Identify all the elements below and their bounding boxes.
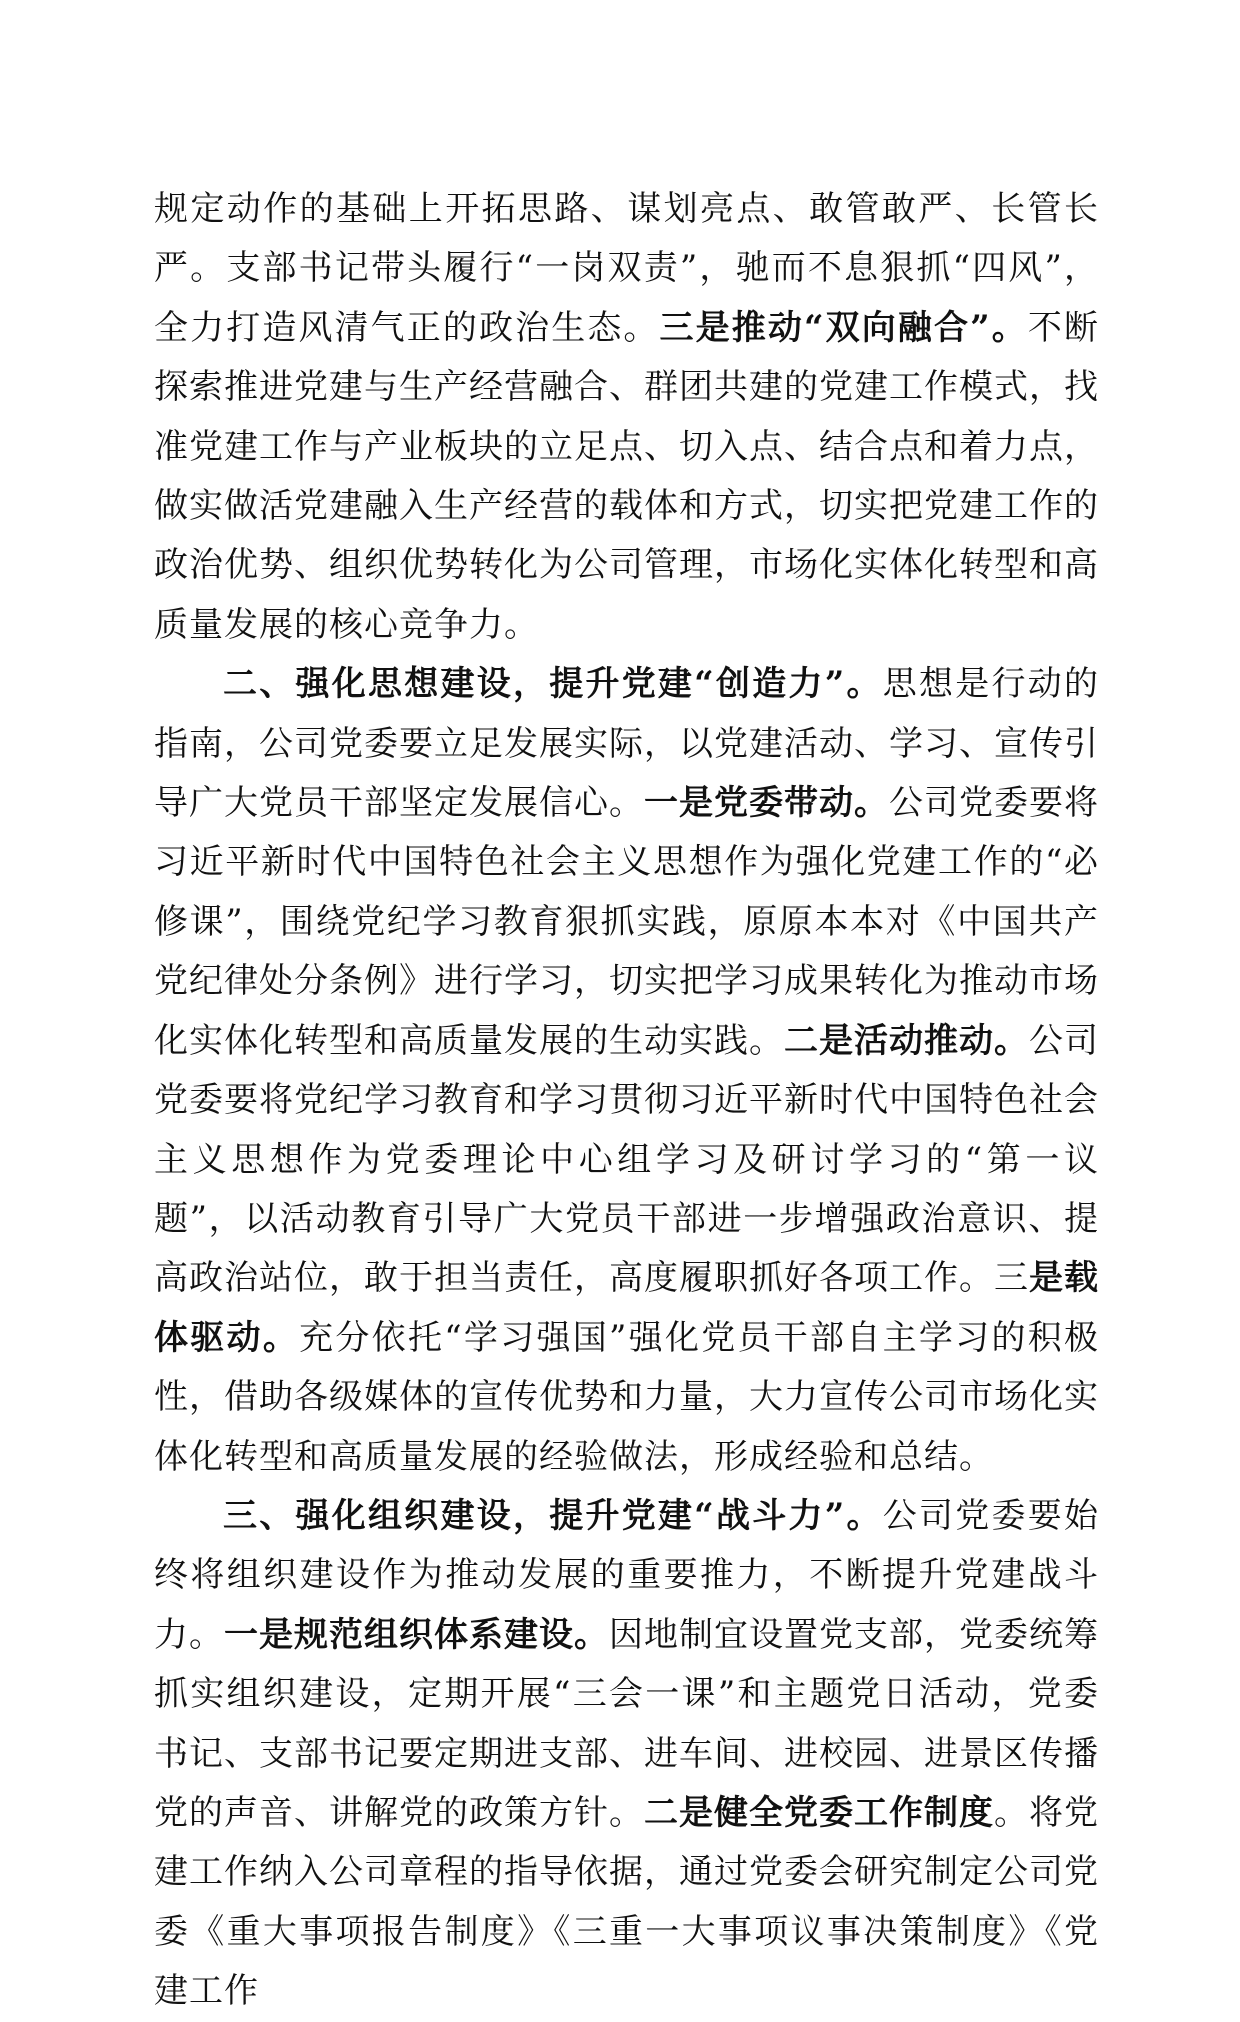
bold-text-run: 一是规范组织体系建设。 [224, 1614, 609, 1655]
section-heading: 二、强化思想建设，提升党建“创造力”。 [223, 664, 883, 705]
bold-text-run: 是载体驱动。 [154, 1258, 1099, 1358]
bold-text-run: 一是党委带动。 [644, 783, 889, 824]
bold-text-run: 二是健全党委工作制度 [644, 1792, 994, 1833]
paragraph-3 [154, 1487, 1099, 2022]
text-run: 公司党委要始终将组织建设作为推动发展的重要推力，不断提升党建战斗力。 [154, 1495, 1099, 1655]
text-run: 公司党委要将党纪学习教育和学习贯彻习近平新时代中国特色社会主义思想作为党委理论中心组学习及研讨学习的“第一议题”，以活动教育引导广大党员干部进一步增强政治意识、提高政治站位，敢于担当责任，高度履职抓好各项工作。三 [154, 1020, 1099, 1299]
section-heading: 三、强化组织建设，提升党建“战斗力”。 [223, 1495, 883, 1536]
bold-text-run: 二是活动推动。 [784, 1020, 1029, 1061]
paragraph-2 [154, 655, 1099, 1487]
text-run: 公司党委要将习近平新时代中国特色社会主义思想作为强化党建工作的“必修课”，围绕党纪学习教育狠抓实践，原原本本对《中国共产党纪律处分条例》进行学习，切实把学习成果转化为推动市场化实体化转型和高质量发展的生动实践。 [154, 783, 1099, 1061]
text-run: 不断探索推进党建与生产经营融合、群团共建的党建工作模式，找准党建工作与产业板块的立足点、切入点、结合点和着力点，做实做活党建融入生产经营的载体和方式，切实把党建工作的政治优势、组织优势转化为公司管理，市场化实体化转型和高质量发展的核心竞争力。 [154, 307, 1100, 645]
text-run: 思想是行动的指南，公司党委要立足发展实际，以党建活动、学习、宣传引导广大党员干部坚定发展信心。 [154, 664, 1099, 824]
text-run: 充分依托“学习强国”强化党员干部自主学习的积极性，借助各级媒体的宣传优势和力量，大力宣传公司市场化实体化转型和高质量发展的经验做法，形成经验和总结。 [154, 1317, 1100, 1477]
paragraph-1 [154, 180, 1099, 655]
text-run: 。将党建工作纳入公司章程的指导依据，通过党委会研究制定公司党委《重大事项报告制度》《三重一大事项议事决策制度》《党建工作 [154, 1792, 1099, 2012]
document-page [154, 180, 1099, 2022]
text-run: 规定动作的基础上开拓思路、谋划亮点、敢管敢严、长管长严。支部书记带头履行“一岗双责”，驰而不息狠抓“四风”，全力打造风清气正的政治生态。 [154, 189, 1099, 348]
text-run: 因地制宜设置党支部，党委统筹抓实组织建设，定期开展“三会一课”和主题党日活动，党委书记、支部书记要定期进支部、进车间、进校园、进景区传播党的声音、讲解党的政策方针。 [154, 1614, 1099, 1833]
bold-text-run: 三是推动“双向融合”。 [659, 307, 1028, 348]
